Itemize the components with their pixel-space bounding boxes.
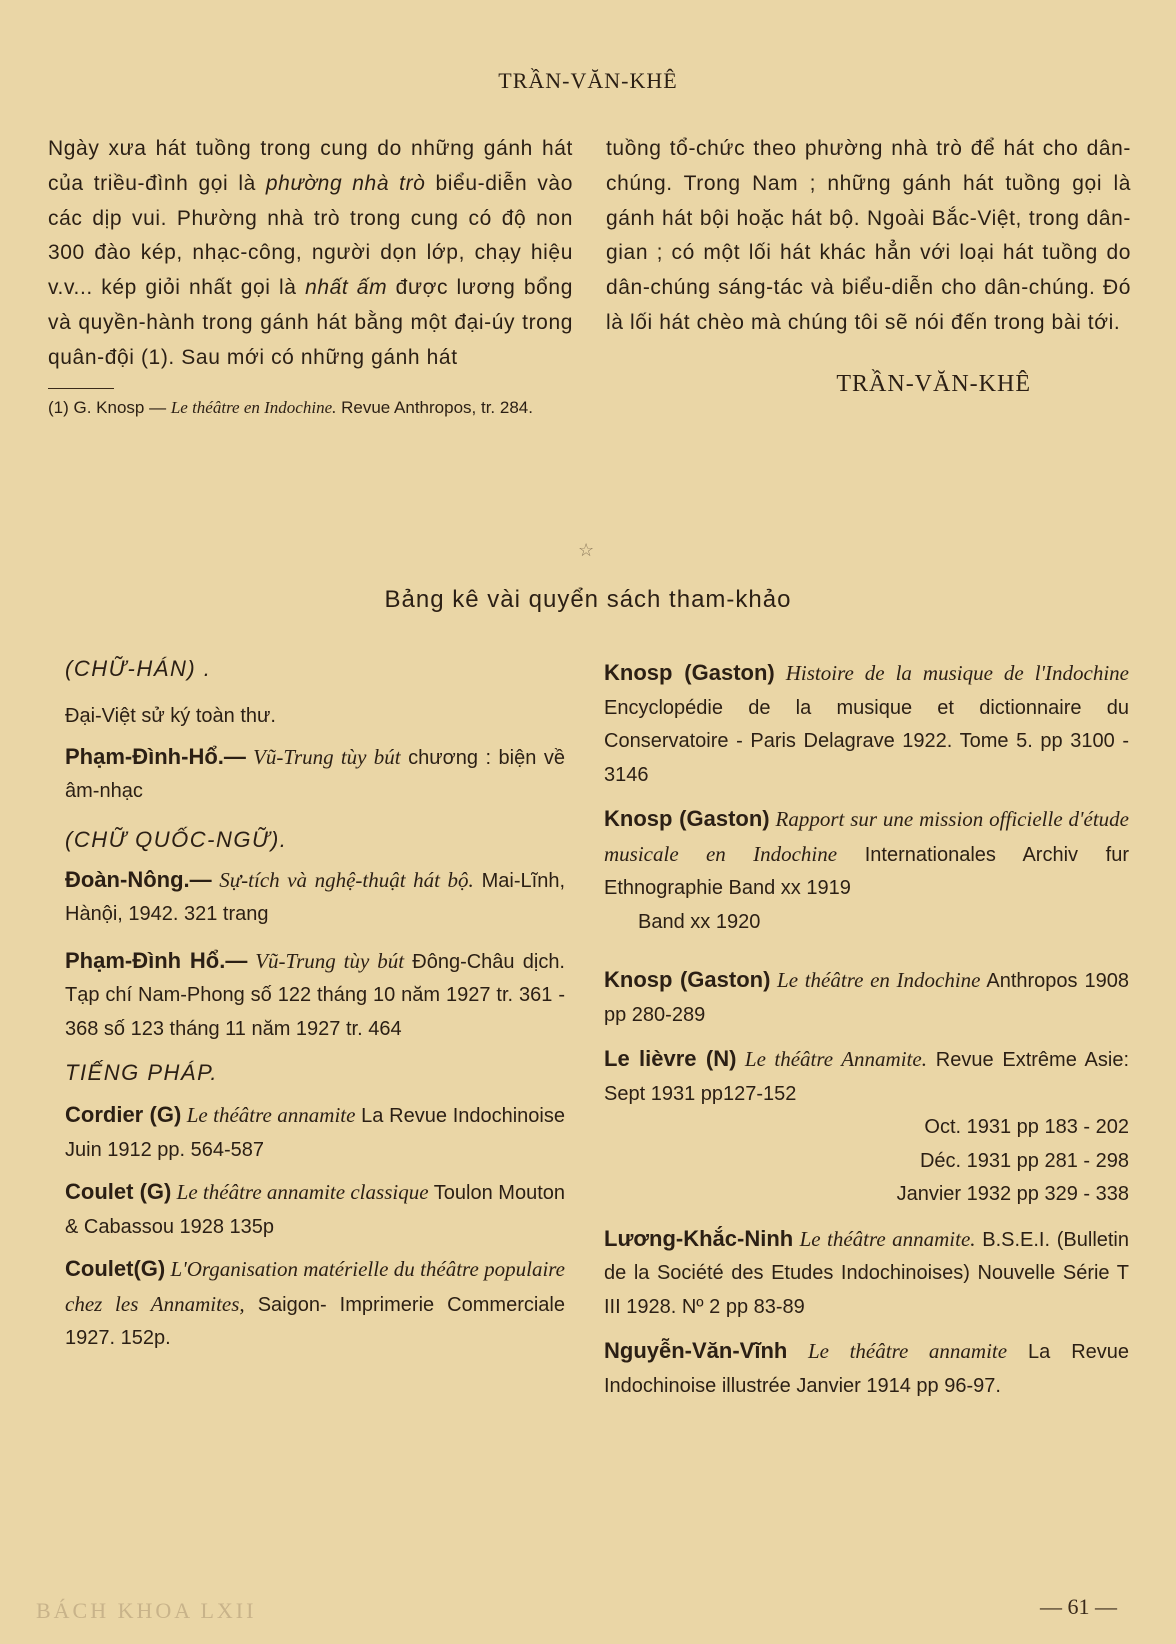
section-heading-french: TIẾNG PHÁP. [65,1060,219,1085]
footnote-source: Revue Anthropos, tr. 284. [336,397,533,417]
bib-author: Nguyễn-Văn-Vĩnh [604,1338,788,1363]
bib-entry-continuation: Band xx 1920 [638,910,761,933]
bib-details: Internationales Archiv fur Ethnographie Band xx 1919 [604,843,1129,899]
bibliography-right-column [604,656,1129,1403]
footnote-rule [48,388,114,389]
bib-details: Mai-Lĩnh, Hànội, 1942. 321 trang [65,869,565,925]
bib-entry-continuation: Déc. 1931 pp 281 - 298 [919,1149,1129,1172]
bib-details: La Revue Indochinoise Juin 1912 pp. 564-587 [65,1105,565,1161]
bib-title: Sự-tích và nghệ-thuật hát bộ. [211,867,474,892]
article-paragraph-left [48,132,573,376]
running-header: TRẦN-VĂN-KHÊ [498,68,678,93]
bib-entry [604,963,1129,1032]
bibliography-title: Bảng kê vài quyển sách tham-khảo [384,586,792,613]
bib-author: Coulet (G) [65,1179,172,1204]
bib-title: Rapport sur une mission officielle d'étude musicale en Indochine [604,807,1129,866]
star-ornament-icon: ☆ [578,540,595,560]
bib-details: B.S.E.I. (Bulletin de la Société des Etudes Indochinoises) Nouvelle Série T III 1928. Nº 2 pp 83-89 [604,1228,1130,1318]
bib-entry-continuation: Janvier 1932 pp 329 - 338 [896,1183,1129,1205]
bib-author: Knosp (Gaston) [604,806,770,831]
footnote-title: Le théâtre en Indochine. [170,397,337,417]
bib-author: Phạm-Đình-Hổ.— [65,743,246,769]
text-span: biểu-diễn vào các dịp vui. Phường nhà trò trong cung có độ non 300 đào kép, nhạc-công, người dọn lớp, chạy hiệu v.v... kép giỏi nhất gọi là [48,171,573,300]
bib-entry [604,1334,1129,1403]
bib-author: Knosp (Gaston) [604,660,775,685]
footer-page-number: — 61 — [1040,1594,1117,1619]
bib-title: Le théâtre annamite [181,1103,356,1127]
bib-details: Saigon- Imprimerie Commerciale 1927. 152p. [65,1293,565,1349]
bib-details: La Revue Indochinoise illustrée Janvier 1914 pp 96-97. [604,1341,1129,1397]
bib-title: L'Organisation matérielle du théâtre populaire chez les Annamites, [65,1257,565,1316]
article-left-column [48,132,573,422]
author-signature: TRẦN-VĂN-KHÊ [836,370,1031,397]
bib-details: Anthropos 1908 pp 280-289 [604,970,1129,1026]
bib-author: Lương-Khắc-Ninh [604,1225,794,1251]
article-paragraph-right: tuồng tổ-chức theo phường nhà trò để hát cho dân-chúng. Trong Nam ; những gánh hát tuồng gọi là gánh hát bội hoặc hát bộ. Ngoài Bắc-Việt, trong dân-gian ; có một lối hát khác hẳn với loại hát tuồng do dân-chúng sáng-tác và biểu-diễn cho dân-chúng. Đó là lối hát chèo mà chúng tôi sẽ nói đến trong bài tới. [606,137,1131,334]
bib-author: Đoàn-Nông.— [65,866,212,892]
bib-title: Le théâtre annamite classique [171,1180,429,1204]
section-heading-quocngu: (CHỮ QUỐC-NGỮ). [65,826,288,852]
text-span: Ngày xưa hát tuồng trong cung do những gánh hát của triều-đình gọi là [48,137,573,195]
bib-title: Histoire de la musique de l'Indochine [774,661,1129,685]
bib-entry-continuation: Oct. 1931 pp 183 - 202 [924,1116,1129,1138]
bib-details: chương : biện về âm-nhạc [65,746,565,802]
bib-entry [65,944,565,1047]
bib-details: Toulon Mouton & Cabassou 1928 135p [65,1182,565,1238]
bib-details: Revue Extrême Asie: Sept 1931 pp127-152 [604,1049,1129,1105]
bib-entry [65,1175,565,1244]
italic-term: phường nhà trò [265,171,426,195]
bib-title: Le théâtre annamite [787,1339,1008,1363]
bib-entry: Đại-Việt sử ký toàn thư. [65,705,276,727]
bib-author: Cordier (G) [65,1102,182,1127]
bib-entry [65,1098,565,1167]
footer-publication: BÁCH KHOA LXII [36,1598,257,1623]
bib-title: Le théâtre en Indochine [770,968,981,992]
bib-author: Knosp (Gaston) [604,967,771,992]
bib-entry [65,863,565,932]
bib-details: Đông-Châu dịch. Tạp chí Nam-Phong số 122 tháng 10 năm 1927 tr. 361 - 368 số 123 tháng 11 năm 1927 tr. 464 [65,950,565,1040]
bib-title: Vũ-Trung tùy bút [247,948,405,973]
bib-entry [65,740,565,809]
article-right-column [606,132,1131,398]
bib-entry [65,1252,565,1356]
footnote [48,393,573,422]
bib-title: Le théâtre Annamite. [736,1047,927,1071]
italic-term: nhất ấm [305,276,388,300]
bibliography-left-column [65,656,565,1356]
section-heading-han: (CHỮ-HÁN) . [65,656,212,681]
footnote-ref: (1) G. Knosp — [48,397,171,417]
bib-entry [604,802,1129,906]
bib-author: Phạm-Đình Hổ.— [65,947,248,973]
bib-entry [604,1042,1129,1111]
bib-title: Vũ-Trung tùy bút [245,744,401,769]
bib-author: Le lièvre (N) [604,1046,737,1071]
bib-entry [604,656,1129,792]
bib-entry [604,1222,1129,1325]
bib-details: Encyclopédie de la musique et dictionnaire du Conservatoire - Paris Delagrave 1922. Tome 5. pp 3100 - 3146 [604,696,1129,786]
bib-title: Le théâtre annamite. [793,1226,976,1251]
bib-author: Coulet(G) [65,1256,166,1281]
text-span: được lương bổng và quyền-hành trong gánh hát bằng một đại-úy trong quân-đội (1). Sau mới có những gánh hát [48,276,573,369]
